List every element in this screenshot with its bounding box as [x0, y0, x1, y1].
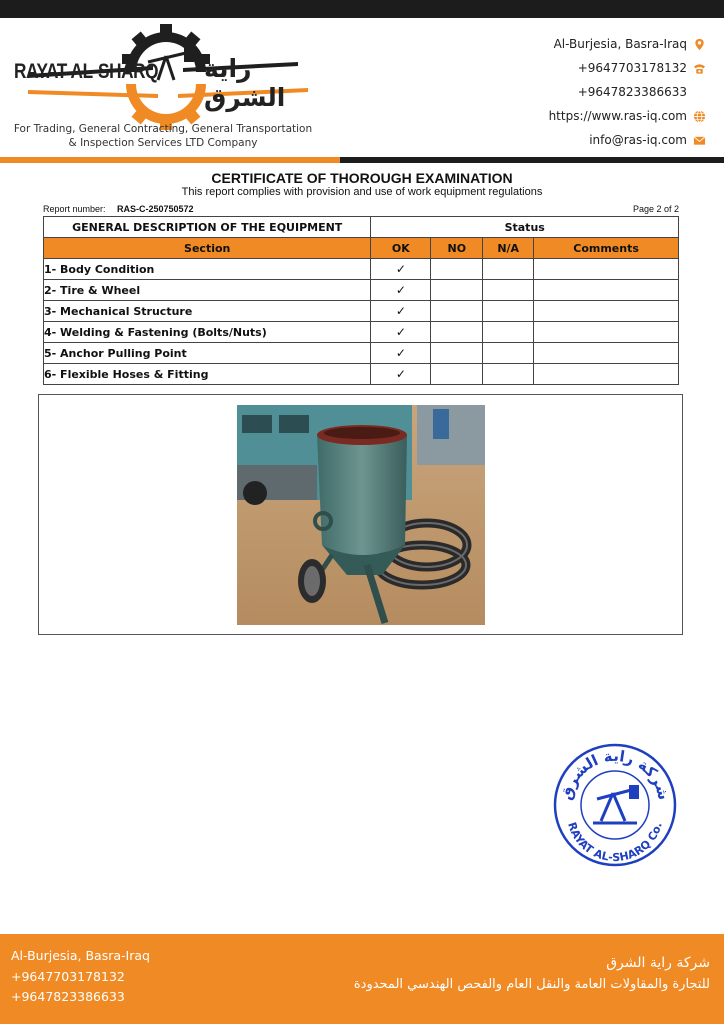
stamp-english-text: RAYAT AL-SHARQ Co.: [565, 820, 665, 865]
contact-phone-2[interactable]: [549, 80, 706, 104]
envelope-icon: [693, 134, 706, 147]
column-header-section: Section: [44, 238, 371, 259]
equipment-photo: [237, 405, 485, 625]
contact-email[interactable]: [549, 128, 706, 152]
footer-address: Al-Burjesia, Basra-Iraq: [11, 948, 150, 963]
row-na: [483, 364, 534, 385]
row-section: 5- Anchor Pulling Point: [44, 343, 371, 364]
page-number: Page 2 of 2: [632, 204, 679, 214]
row-section: 1- Body Condition: [44, 259, 371, 280]
table-row: [44, 280, 679, 301]
row-na: [483, 259, 534, 280]
row-comments: [534, 301, 679, 322]
footer-arabic-company: [354, 952, 710, 996]
row-na: [483, 280, 534, 301]
column-header-no: NO: [431, 238, 483, 259]
row-na: [483, 343, 534, 364]
general-description-header: GENERAL DESCRIPTION OF THE EQUIPMENT: [44, 217, 371, 238]
row-section: 2- Tire & Wheel: [44, 280, 371, 301]
header-divider-dark: [340, 157, 724, 163]
contact-address: [549, 32, 706, 56]
row-na: [483, 301, 534, 322]
address-text: Al-Burjesia, Basra-Iraq: [553, 37, 687, 51]
equipment-photo-frame: [38, 394, 683, 635]
row-comments: [534, 322, 679, 343]
row-ok-check: ✓: [371, 343, 431, 364]
row-na: [483, 322, 534, 343]
footer-arabic-name: شركة راية الشرق: [606, 955, 710, 971]
table-header-row-1: [44, 217, 679, 238]
row-no: [431, 301, 483, 322]
column-header-ok: OK: [371, 238, 431, 259]
company-tagline: [8, 122, 318, 150]
table-row: [44, 301, 679, 322]
location-pin-icon: [693, 38, 706, 51]
top-bar: [0, 0, 724, 18]
footer-phone-1[interactable]: +9647703178132: [11, 968, 125, 984]
tagline-line-2: & Inspection Services LTD Company: [68, 137, 258, 149]
table-row: [44, 322, 679, 343]
row-section: 3- Mechanical Structure: [44, 301, 371, 322]
table-row: [44, 364, 679, 385]
column-header-comments: Comments: [534, 238, 679, 259]
page-footer: [0, 934, 724, 1024]
report-number-label: Report number:: [43, 204, 106, 214]
certificate-title: CERTIFICATE OF THOROUGH EXAMINATION: [211, 170, 513, 186]
header-divider-orange: [0, 157, 340, 163]
row-section: 4- Welding & Fastening (Bolts/Nuts): [44, 322, 371, 343]
row-ok-check: ✓: [371, 259, 431, 280]
stamp-arabic-text: شركة راية الشرق: [557, 746, 673, 802]
row-comments: [534, 364, 679, 385]
footer-contacts: [11, 946, 150, 1008]
phone-icon: [693, 62, 706, 75]
phone-2-text[interactable]: +9647823386633: [577, 85, 687, 99]
email-text[interactable]: info@ras-iq.com: [589, 133, 687, 147]
footer-arabic-description: للتجارة والمقاولات العامة والنقل العام والفحص الهندسي المحدودة: [353, 977, 710, 992]
row-ok-check: ✓: [371, 301, 431, 322]
header-contacts: [549, 32, 706, 152]
row-ok-check: ✓: [371, 280, 431, 301]
svg-text:RAYAT AL-SHARQ Co.: [565, 821, 665, 865]
row-no: [431, 259, 483, 280]
table-row: [44, 259, 679, 280]
company-seal-image: [553, 743, 677, 867]
row-comments: [534, 259, 679, 280]
row-no: [431, 364, 483, 385]
logo-arabic-text: راية الشرق: [204, 54, 286, 112]
equipment-status-table: [43, 216, 679, 385]
contact-website[interactable]: [549, 104, 706, 128]
row-ok-check: ✓: [371, 364, 431, 385]
row-section: 6- Flexible Hoses & Fitting: [44, 364, 371, 385]
report-number: RAS-C-250750572: [117, 204, 194, 214]
column-header-na: N/A: [483, 238, 534, 259]
contact-phone-1[interactable]: [549, 56, 706, 80]
row-ok-check: ✓: [371, 322, 431, 343]
tagline-line-1: For Trading, General Contracting, General Transportation: [13, 123, 313, 135]
status-header: Status: [371, 217, 679, 238]
website-text[interactable]: https://www.ras-iq.com: [548, 109, 687, 123]
certificate-subtitle: This report complies with provision and use of work equipment regulations: [181, 186, 543, 198]
logo-english-text: RAYAT AL-SHARQ: [14, 60, 159, 83]
table-row: [44, 343, 679, 364]
table-header-row-2: [44, 238, 679, 259]
row-no: [431, 343, 483, 364]
footer-phone-2[interactable]: +9647823386633: [11, 989, 125, 1004]
report-info-line: [43, 204, 679, 216]
sandblaster-pot-image: [237, 405, 485, 625]
row-no: [431, 280, 483, 301]
row-comments: [534, 343, 679, 364]
row-comments: [534, 280, 679, 301]
globe-icon: [693, 110, 706, 123]
row-no: [431, 322, 483, 343]
company-stamp: [553, 743, 677, 867]
phone-1-text[interactable]: +9647703178132: [577, 61, 687, 75]
